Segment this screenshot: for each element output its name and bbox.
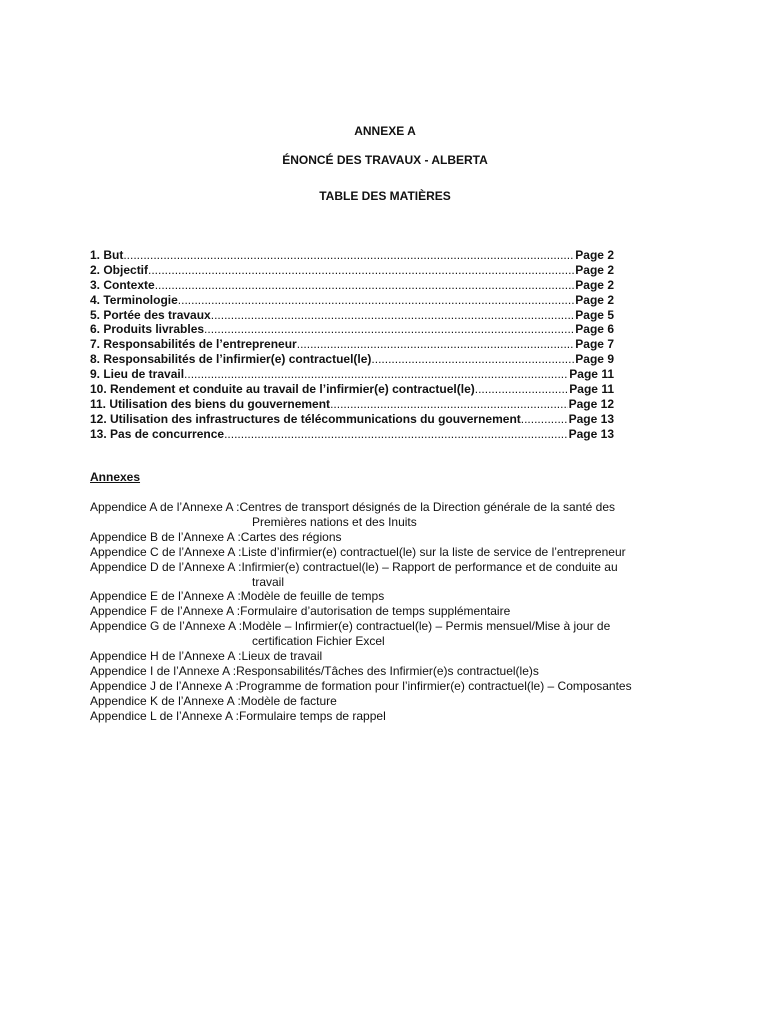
table-of-contents (90, 248, 614, 442)
toc-entry-page: Page 13 (568, 426, 614, 441)
toc-entry-page: Page 7 (575, 337, 614, 352)
toc-dot-leader (211, 308, 575, 323)
toc-entry (90, 248, 614, 263)
toc-dot-leader (155, 278, 575, 293)
appendix-item (90, 664, 690, 679)
appendix-item (90, 604, 690, 619)
appendix-prefix: Appendice J de l’Annexe A : (90, 678, 239, 693)
toc-entry-page: Page 11 (569, 367, 614, 382)
toc-entry-label: 7. Responsabilités de l’entrepreneur (90, 337, 297, 352)
toc-entry (90, 308, 614, 323)
toc-entry-label: 10. Rendement et conduite au travail de l’infirmier(e) contractuel(le) (90, 382, 475, 397)
toc-entry-page: Page 9 (575, 352, 614, 367)
toc-dot-leader (330, 397, 568, 412)
toc-entry-label: 2. Objectif (90, 262, 149, 277)
appendix-item (90, 679, 690, 694)
appendix-item (90, 545, 690, 560)
appendix-description-continued: travail (252, 574, 285, 589)
toc-entry-label: 1. But (90, 248, 124, 262)
appendix-prefix: Appendice K de l’Annexe A : (90, 693, 241, 708)
toc-entry (90, 293, 614, 308)
appendix-item (90, 530, 690, 545)
toc-entry-page: Page 2 (575, 248, 614, 262)
toc-entry (90, 322, 614, 337)
toc-dot-leader (371, 352, 574, 367)
toc-entry-label: 3. Contexte (90, 277, 155, 292)
annex-heading: ANNEXE A (354, 124, 416, 138)
toc-entry (90, 427, 614, 442)
appendix-description: Infirmier(e) contractuel(le) – Rapport de performance et de conduite au (241, 559, 618, 574)
appendix-prefix: Appendice I de l’Annexe A : (90, 663, 237, 678)
appendix-description: Liste d’infirmier(e) contractuel(le) sur la liste de service de l’entrepreneur (241, 544, 626, 559)
toc-dot-leader (184, 367, 568, 382)
toc-entry (90, 263, 614, 278)
toc-entry-label: 4. Terminologie (90, 292, 178, 307)
toc-dot-leader (224, 427, 568, 442)
appendix-prefix: Appendice B de l’Annexe A : (90, 529, 241, 544)
toc-entry (90, 367, 614, 382)
appendix-description: Programme de formation pour l’infirmier(e) contractuel(le) – Composantes (238, 678, 632, 693)
appendix-description-continued: Premières nations et des Inuits (252, 514, 417, 529)
toc-entry-label: 8. Responsabilités de l’infirmier(e) contractuel(le) (90, 352, 372, 367)
appendix-item (90, 649, 690, 664)
toc-entry-page: Page 12 (568, 396, 614, 411)
appendix-prefix: Appendice H de l’Annexe A : (90, 649, 242, 664)
toc-entry-page: Page 13 (568, 411, 614, 426)
annexes-title: Annexes (90, 470, 141, 484)
appendix-description: Centres de transport désignés de la Direction générale de la santé des (239, 500, 616, 514)
toc-entry-page: Page 2 (575, 277, 614, 292)
toc-entry (90, 382, 614, 397)
toc-entry (90, 337, 614, 352)
toc-entry (90, 278, 614, 293)
toc-entry-label: 13. Pas de concurrence (90, 426, 225, 441)
toc-entry (90, 397, 614, 412)
appendix-description: Modèle de feuille de temps (240, 589, 385, 604)
appendix-description: Modèle de facture (240, 693, 337, 708)
toc-title: TABLE DES MATIÈRES (319, 189, 451, 203)
appendix-prefix: Appendice C de l’Annexe A : (90, 544, 242, 559)
appendix-description-continued: certification Fichier Excel (252, 634, 385, 649)
toc-entry-label: 6. Produits livrables (90, 322, 205, 337)
toc-entry-label: 9. Lieu de travail (90, 367, 185, 382)
toc-dot-leader (521, 412, 568, 427)
toc-dot-leader (297, 337, 575, 352)
toc-dot-leader (475, 382, 569, 397)
appendix-description: Modèle – Infirmier(e) contractuel(le) – Permis mensuel/Mise à jour de (242, 619, 611, 634)
appendix-description: Lieux de travail (241, 649, 323, 664)
toc-entry-label: 12. Utilisation des infrastructures de télécommunications du gouvernement (90, 411, 521, 426)
appendix-item (90, 589, 690, 604)
appendix-item (90, 500, 690, 530)
toc-entry-label: 5. Portée des travaux (90, 307, 211, 322)
toc-dot-leader (148, 263, 574, 278)
appendix-description: Formulaire temps de rappel (239, 708, 386, 723)
toc-entry-label: 11. Utilisation des biens du gouvernement (90, 396, 331, 411)
toc-entry-page: Page 2 (575, 292, 614, 307)
appendix-list (90, 500, 690, 724)
toc-entry (90, 412, 614, 427)
toc-entry (90, 352, 614, 367)
appendix-description: Formulaire d’autorisation de temps supplémentaire (240, 604, 511, 619)
appendix-item (90, 560, 690, 590)
toc-entry-page: Page 11 (569, 382, 614, 397)
appendix-prefix: Appendice A de l’Annexe A : (90, 500, 240, 514)
appendix-prefix: Appendice L de l’Annexe A : (90, 708, 240, 723)
appendix-prefix: Appendice E de l’Annexe A : (90, 589, 241, 604)
appendix-prefix: Appendice D de l’Annexe A : (90, 559, 242, 574)
appendix-item (90, 709, 690, 724)
appendix-prefix: Appendice G de l’Annexe A : (90, 619, 243, 634)
toc-entry-page: Page 6 (575, 322, 614, 337)
appendix-description: Cartes des régions (240, 529, 342, 544)
toc-dot-leader (123, 248, 574, 263)
appendix-item (90, 694, 690, 709)
toc-dot-leader (178, 293, 575, 308)
appendix-item (90, 619, 690, 649)
appendix-prefix: Appendice F de l’Annexe A : (90, 604, 241, 619)
toc-entry-page: Page 5 (575, 307, 614, 322)
toc-entry-page: Page 2 (575, 262, 614, 277)
document-title: ÉNONCÉ DES TRAVAUX - ALBERTA (282, 153, 488, 167)
appendix-description: Responsabilités/Tâches des Infirmier(e)s contractuel(le)s (236, 663, 539, 678)
toc-dot-leader (204, 322, 574, 337)
